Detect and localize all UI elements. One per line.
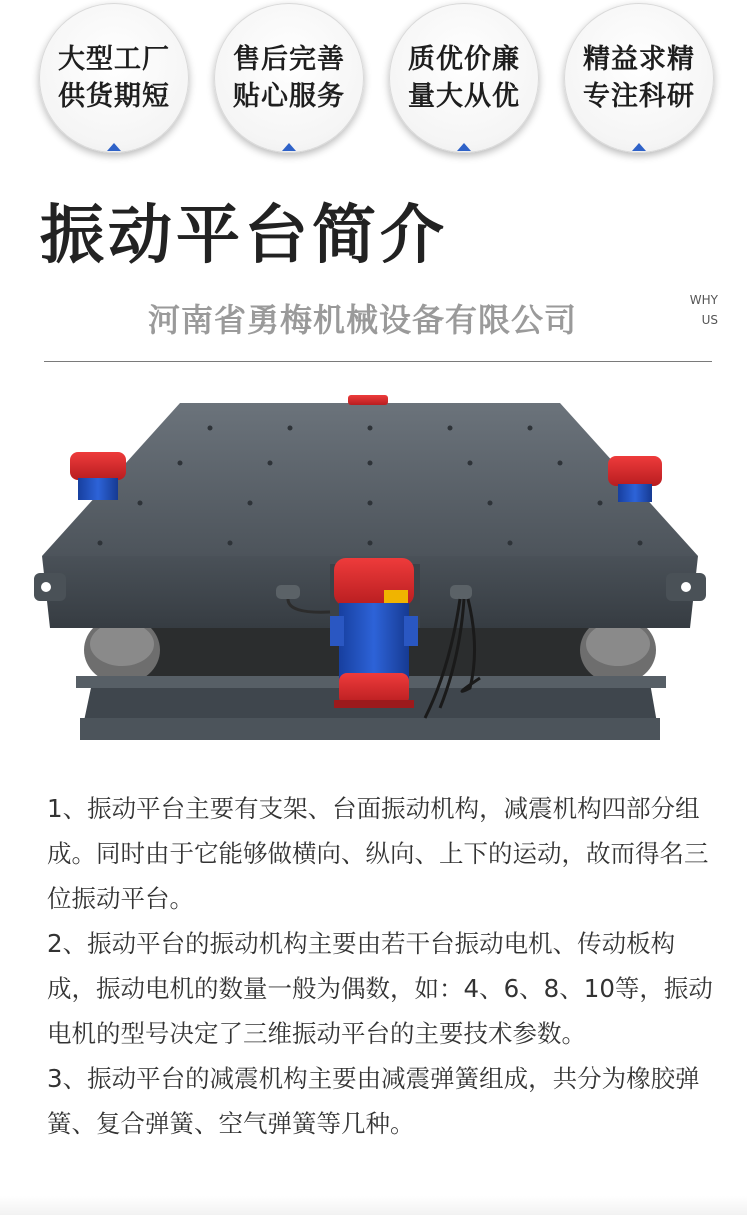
paragraph: 1、振动平台主要有支架、台面振动机构，减震机构四部分组成。同时由于它能够做横向、纵向、上下的运动，故而得名三位振动平台。: [47, 794, 709, 913]
description: [47, 786, 715, 1146]
badge-line: 精益求精: [583, 44, 695, 75]
badge-line: 量大从优: [408, 81, 520, 112]
section-title: 振动平台简介: [40, 199, 448, 273]
triangle-up-icon: [632, 143, 646, 151]
badge-research: [564, 3, 714, 153]
badge-line: 售后完善: [233, 44, 345, 75]
badge-line: 质优价廉: [408, 44, 520, 75]
badge-line: 供货期短: [58, 81, 170, 112]
triangle-up-icon: [282, 143, 296, 151]
company-name: 河南省勇梅机械设备有限公司: [148, 301, 578, 339]
us-label: US: [701, 313, 718, 327]
feature-badges: [0, 0, 747, 170]
bottom-edge: [0, 1196, 747, 1215]
badge-service: [214, 3, 364, 153]
badge-line: 专注科研: [583, 81, 695, 112]
why-label: WHY: [689, 293, 718, 307]
why-us-label: [678, 290, 718, 330]
paragraph: 2、振动平台的振动机构主要由若干台振动电机、传动板构成，振动电机的数量一般为偶数，如：4、6、8、10等，振动电机的型号决定了三维振动平台的主要技术参数。: [47, 929, 713, 1048]
badge-line: 贴心服务: [233, 81, 345, 112]
badge-quality: [389, 3, 539, 153]
vibration-platform-image: [30, 388, 720, 748]
paragraph: 3、振动平台的减震机构主要由减震弹簧组成，共分为橡胶弹簧、复合弹簧、空气弹簧等几种。: [47, 1064, 700, 1138]
badge-line: 大型工厂: [58, 44, 170, 75]
triangle-up-icon: [457, 143, 471, 151]
badge-factory: [39, 3, 189, 153]
triangle-up-icon: [107, 143, 121, 151]
divider: [44, 361, 712, 362]
